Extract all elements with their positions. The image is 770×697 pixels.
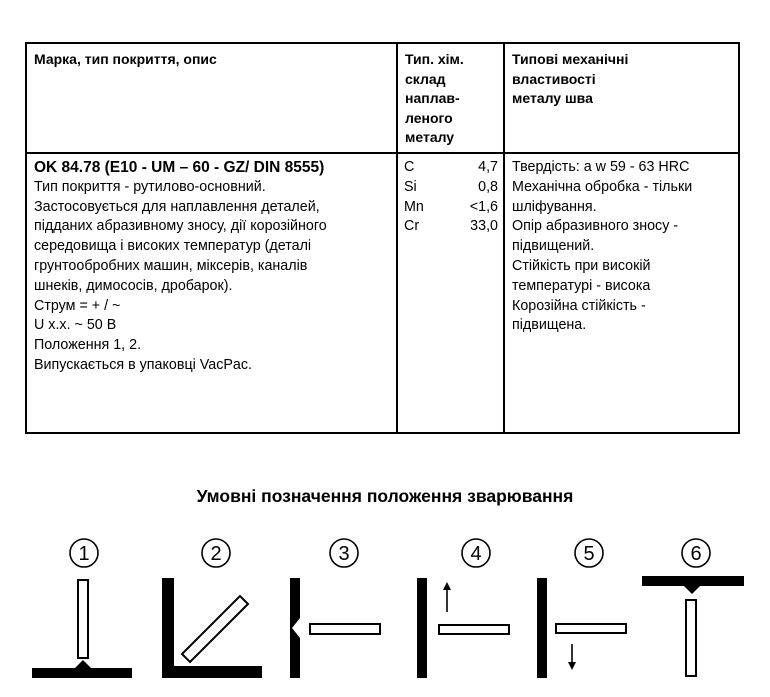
element-value: <1,6 <box>469 198 498 215</box>
chemistry-row <box>404 178 498 198</box>
position-4-diagram <box>412 536 522 686</box>
chemistry-row <box>404 198 498 218</box>
header-line: металу <box>405 129 455 145</box>
ceiling-plate-icon <box>642 576 744 594</box>
chemistry-list <box>404 158 498 237</box>
product-description <box>34 158 396 376</box>
mechanical-properties <box>512 158 737 336</box>
header-line: склад <box>405 70 446 87</box>
position-number: 5 <box>583 543 595 565</box>
header-chemistry <box>405 50 495 148</box>
header-line: металу шва <box>512 90 593 106</box>
electrode-icon <box>310 624 380 634</box>
element-symbol: Si <box>404 178 417 195</box>
position-3-diagram <box>286 536 396 686</box>
mechanical-line: підвищений. <box>512 238 595 255</box>
mechanical-line: температурі - висока <box>512 277 651 294</box>
description-line: Випускається в упаковці VacPac. <box>34 356 252 373</box>
description-line: підданих абразивному зносу, дії корозійного <box>34 218 327 235</box>
mechanical-line: підвищена. <box>512 317 587 334</box>
legend-title: Умовні позначення положення зварювання <box>196 486 574 506</box>
element-value: 33,0 <box>470 218 498 235</box>
arrow-up-icon <box>443 582 451 590</box>
position-1-diagram <box>28 536 138 686</box>
position-6-diagram <box>640 536 750 686</box>
description-line: Положення 1, 2. <box>34 337 142 354</box>
element-value: 4,7 <box>478 159 498 175</box>
electrode-icon <box>439 625 509 634</box>
mechanical-line: Твердість: а w 59 - 63 HRC <box>512 159 690 175</box>
mechanical-line: Стійкість при високій <box>512 257 651 274</box>
header-mechanical <box>512 50 628 109</box>
mechanical-line: Корозійна стійкість - <box>512 297 646 314</box>
wall-plate-icon <box>417 578 427 678</box>
chemistry-row <box>404 217 498 237</box>
table-divider <box>503 44 505 432</box>
mechanical-line: Механічна обробка - тільки <box>512 178 693 195</box>
electrode-icon <box>686 600 696 676</box>
table-divider <box>396 44 398 432</box>
position-number: 1 <box>78 543 90 565</box>
element-symbol: C <box>404 159 415 175</box>
electrode-icon <box>182 596 248 662</box>
element-symbol: Cr <box>404 218 420 235</box>
description-line: U х.х. ~ 50 В <box>34 317 117 334</box>
description-line: шнеків, димососів, дробарок). <box>34 277 233 294</box>
base-plate-icon <box>32 660 132 678</box>
position-number: 2 <box>210 543 222 565</box>
header-brand: Марка, тип покриття, опис <box>34 51 217 67</box>
description-line: середовища і високих температур (деталі <box>34 238 312 255</box>
wall-plate-icon <box>537 578 547 678</box>
arrow-down-icon <box>568 662 576 670</box>
spec-table <box>25 42 740 434</box>
electrode-icon <box>78 580 88 658</box>
header-line: Типові механічні <box>512 51 629 67</box>
header-line: леного <box>405 109 453 126</box>
product-title: OK 84.78 (E10 - UM – 60 - GZ/ DIN 8555) <box>34 159 325 176</box>
position-number: 4 <box>470 543 482 565</box>
header-line: наплав- <box>405 90 460 106</box>
header-line: Тип. хім. <box>405 51 464 67</box>
chemistry-row <box>404 158 498 178</box>
description-line: грунтообробних машин, міксерів, каналів <box>34 257 308 274</box>
element-value: 0,8 <box>478 178 498 195</box>
position-2-diagram <box>158 536 268 686</box>
position-5-diagram <box>532 536 642 686</box>
description-line: Тип покриття - рутилово-основний. <box>34 178 266 195</box>
description-line: Застосовується для наплавлення деталей, <box>34 198 320 215</box>
header-line: властивості <box>512 70 596 87</box>
description-line: Струм = + / ~ <box>34 297 121 314</box>
mechanical-line: Опір абразивного зносу - <box>512 218 679 235</box>
element-symbol: Mn <box>404 198 424 215</box>
electrode-icon <box>556 624 626 633</box>
position-number: 3 <box>338 543 350 565</box>
mechanical-line: шліфування. <box>512 198 597 215</box>
table-divider <box>27 152 738 154</box>
wall-plate-icon <box>290 578 300 678</box>
position-number: 6 <box>690 543 702 565</box>
